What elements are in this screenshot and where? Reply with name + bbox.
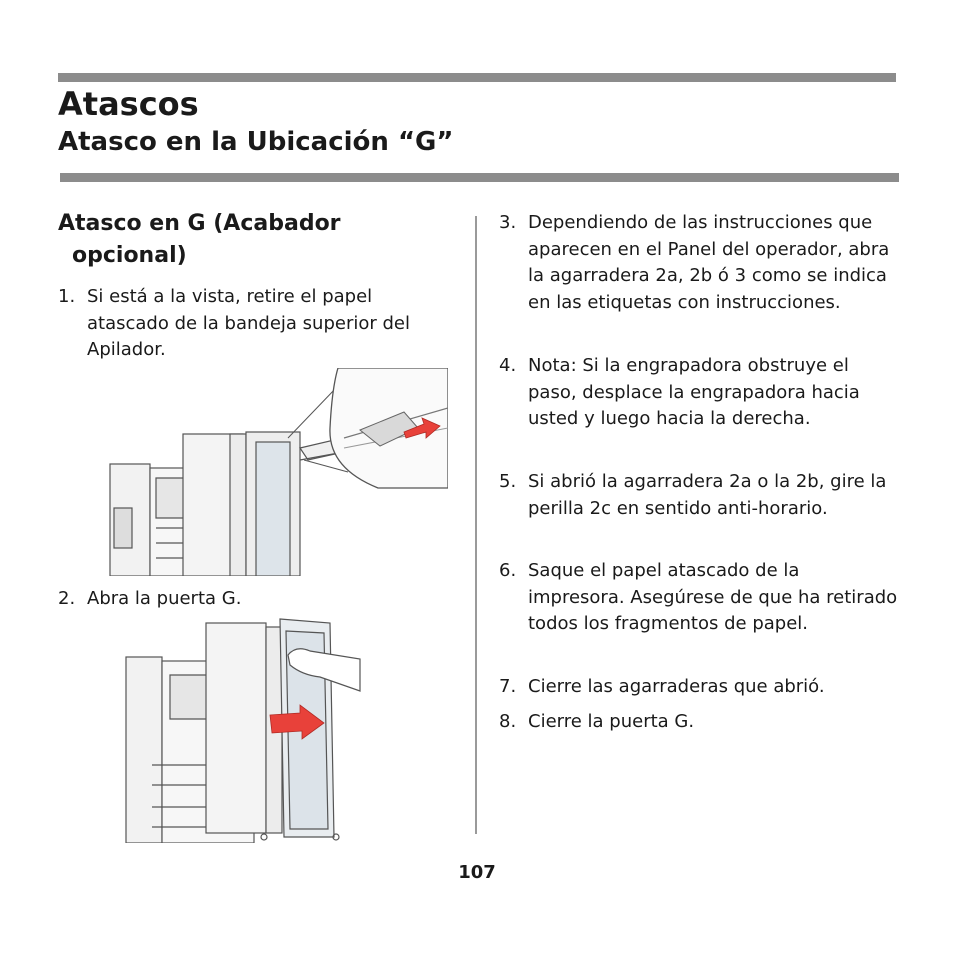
step-number: 7. bbox=[499, 676, 517, 697]
step-text: Cierre las agarraderas que abrió. bbox=[528, 676, 825, 697]
step-7 bbox=[499, 674, 899, 701]
step-text: Saque el papel atascado de la impresora. Asegúrese de que ha retirado todos los fragmentos de papel. bbox=[528, 560, 898, 634]
step-number: 4. bbox=[499, 355, 517, 376]
step-text: Dependiendo de las instrucciones que aparecen en el Panel del operador, abra la agarradera 2a, 2b ó 3 como se indica en las etiquetas con instrucciones. bbox=[528, 212, 890, 313]
page-title: Atascos bbox=[58, 85, 199, 123]
section-heading-line1: Atasco en G (Acabador bbox=[58, 211, 341, 236]
step-text: Si abrió la agarradera 2a o la 2b, gire la perilla 2c en sentido anti-horario. bbox=[528, 471, 887, 519]
step-2 bbox=[58, 586, 458, 613]
step-text: Cierre la puerta G. bbox=[528, 711, 695, 732]
step-8 bbox=[499, 709, 899, 736]
step-number: 3. bbox=[499, 212, 517, 233]
page-number: 107 bbox=[458, 862, 496, 883]
column-divider bbox=[475, 216, 477, 834]
step-number: 1. bbox=[58, 286, 76, 307]
step-1 bbox=[58, 284, 458, 364]
section-heading bbox=[58, 208, 418, 272]
step-3 bbox=[499, 210, 899, 316]
open-door-g-illustration bbox=[124, 615, 364, 843]
step-6 bbox=[499, 558, 899, 638]
step-number: 6. bbox=[499, 560, 517, 581]
section-heading-line2: opcional) bbox=[72, 243, 187, 268]
stacker-jam-illustration bbox=[108, 368, 448, 576]
step-number: 8. bbox=[499, 711, 517, 732]
step-5 bbox=[499, 469, 899, 522]
header-bottom-rule bbox=[60, 173, 899, 182]
step-text: Nota: Si la engrapadora obstruye el paso, desplace la engrapadora hacia usted y luego hacia la derecha. bbox=[528, 355, 860, 429]
step-text: Si está a la vista, retire el papel atascado de la bandeja superior del Apilador. bbox=[87, 286, 410, 360]
page-subtitle: Atasco en la Ubicación “G” bbox=[58, 127, 454, 157]
step-4 bbox=[499, 353, 899, 433]
step-number: 5. bbox=[499, 471, 517, 492]
header-top-rule bbox=[58, 73, 896, 82]
step-text: Abra la puerta G. bbox=[87, 588, 242, 609]
step-number: 2. bbox=[58, 588, 76, 609]
